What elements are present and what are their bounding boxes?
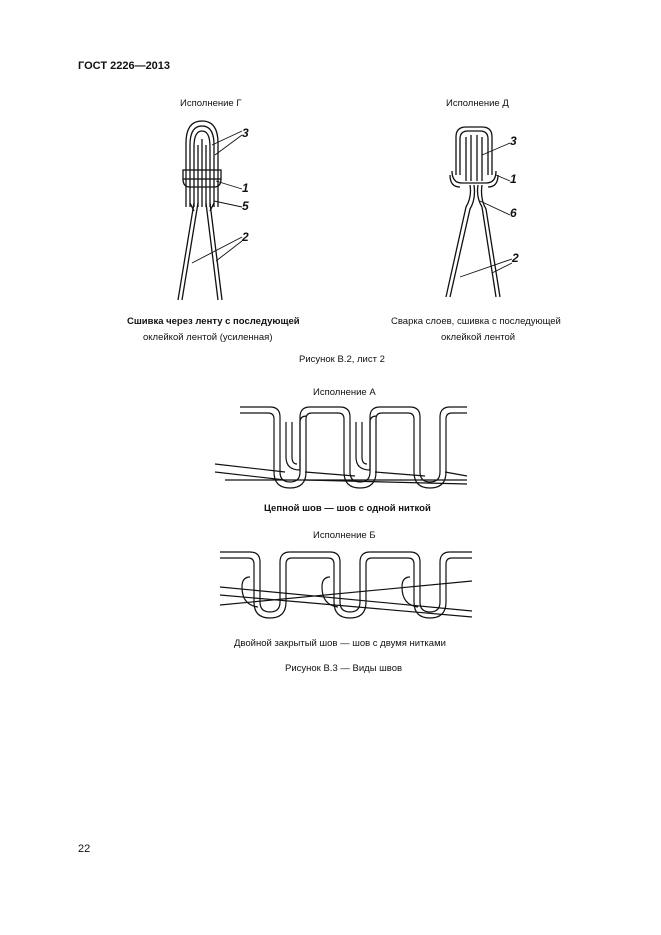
seam-d-diagram bbox=[420, 115, 560, 305]
figure-b3-caption: Рисунок В.3 — Виды швов bbox=[285, 663, 403, 674]
variant-d-caption-line1: Сварка слоев, сшивка с последующей bbox=[391, 316, 561, 327]
variant-d-caption-line2: оклейкой лентой bbox=[441, 332, 516, 343]
chain-stitch-diagram bbox=[215, 402, 475, 497]
callout-3: 3 bbox=[510, 134, 517, 148]
variant-a-caption: Цепной шов — шов с одной ниткой bbox=[264, 503, 431, 514]
callout-2: 2 bbox=[512, 251, 519, 265]
double-stitch-diagram bbox=[220, 547, 475, 627]
variant-a-title: Исполнение А bbox=[313, 387, 376, 398]
callout-2: 2 bbox=[242, 230, 249, 244]
callout-3: 3 bbox=[242, 126, 249, 140]
variant-b-caption: Двойной закрытый шов — шов с двумя нитками bbox=[234, 638, 446, 649]
callout-1: 1 bbox=[242, 181, 249, 195]
figure-b2-caption: Рисунок В.2, лист 2 bbox=[299, 354, 385, 365]
variant-g-caption-line2: оклейкой лентой (усиленная) bbox=[143, 332, 273, 343]
page-number: 22 bbox=[78, 843, 91, 855]
variant-d-title: Исполнение Д bbox=[446, 98, 509, 109]
variant-b-title: Исполнение Б bbox=[313, 530, 376, 541]
callout-5: 5 bbox=[242, 199, 249, 213]
callout-1: 1 bbox=[510, 172, 517, 186]
seam-g-diagram bbox=[150, 115, 290, 305]
document-header: ГОСТ 2226—2013 bbox=[78, 60, 171, 72]
variant-g-caption-line1: Сшивка через ленту с последующей bbox=[127, 316, 300, 327]
variant-g-title: Исполнение Г bbox=[180, 98, 242, 109]
callout-6: 6 bbox=[510, 206, 517, 220]
